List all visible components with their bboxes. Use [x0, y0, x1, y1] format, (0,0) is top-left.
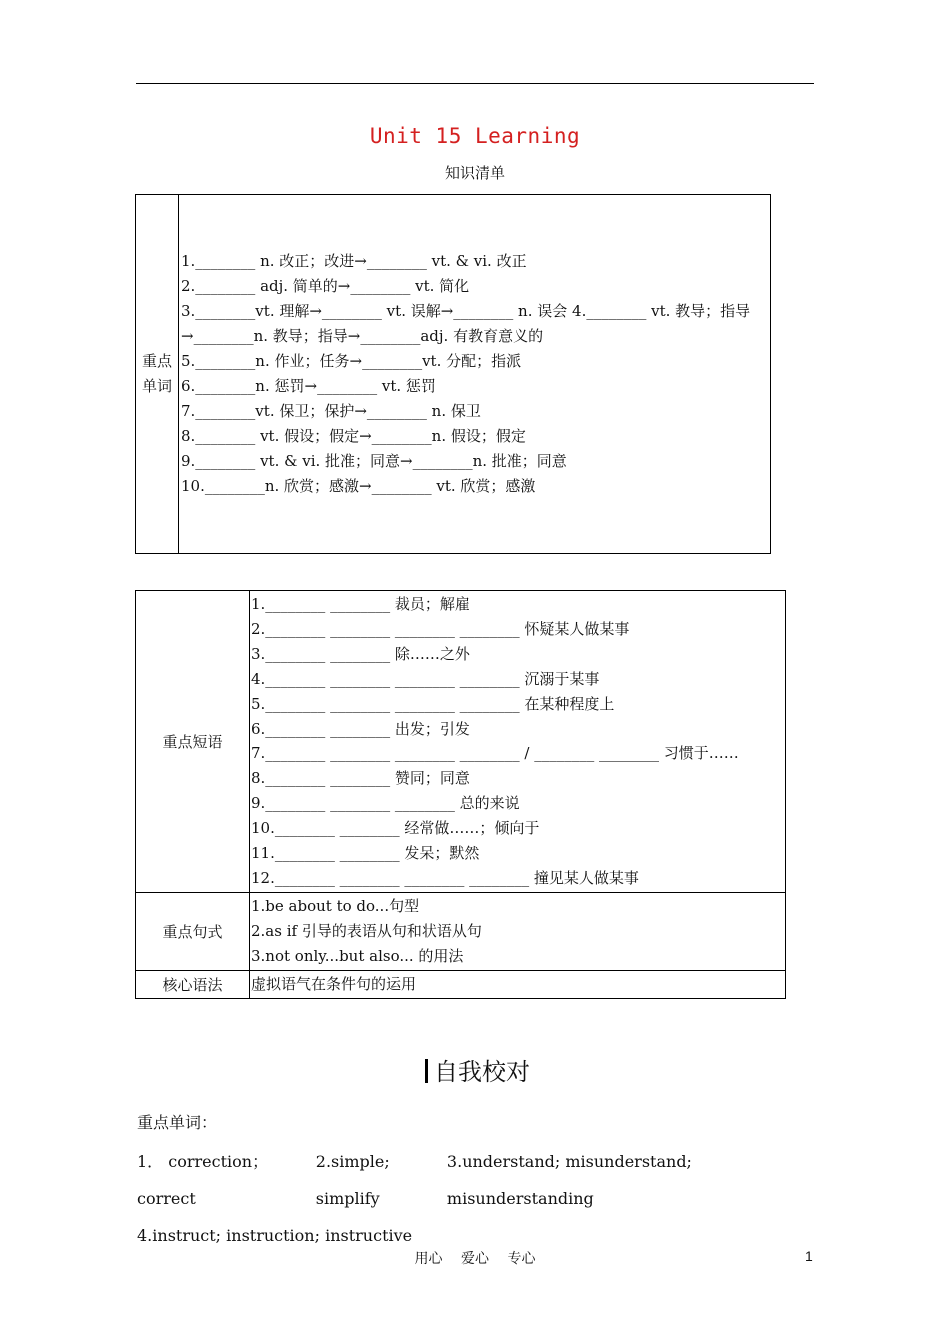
sentence-line: 3.not only...but also... 的用法 [251, 946, 464, 965]
phrases-content [250, 591, 786, 893]
vocab-line: 1.________ n. 改正；改进→________ vt. & vi. 改正 [181, 252, 527, 271]
phrase-line: 3.________ ________ 除……之外 [251, 644, 470, 663]
answers-row [137, 1143, 811, 1217]
phrase-line: 8.________ ________ 赞同；同意 [251, 769, 470, 788]
answer-item: 1． correction； correct [137, 1152, 269, 1208]
phrase-line: 10.________ ________ 经常做……；倾向于 [251, 819, 540, 838]
phrase-line: 1.________ ________ 裁员；解雇 [251, 595, 470, 613]
phrase-line: 7.________ ________ ________ ________ / ________ ________ 习惯于…… [251, 744, 739, 763]
vocab-line: 5.________n. 作业；任务→________vt. 分配；指派 [181, 352, 522, 371]
vocab-category: 重点单词 [136, 195, 179, 554]
vocab-line: 7.________vt. 保卫；保护→________ n. 保卫 [181, 401, 481, 420]
phrase-line: 12.________ ________ ________ ________ 撞见某人做某事 [251, 868, 639, 887]
heading-bar [425, 1059, 428, 1083]
vocab-line: 9.________ vt. & vi. 批准；同意→________n. 批准；同意 [181, 451, 567, 470]
page-subtitle: 知识清单 [444, 164, 505, 182]
sentence-line: 2.as if 引导的表语从句和状语从句 [251, 921, 482, 940]
phrase-line: 2.________ ________ ________ ________ 怀疑某人做某事 [251, 619, 630, 638]
phrase-line: 5.________ ________ ________ ________ 在某种程度上 [251, 694, 615, 713]
grammar-line: 虚拟语气在条件句的运用 [251, 974, 417, 993]
page-number: 1 [805, 1248, 813, 1264]
vocab-line: 10.________n. 欣赏；感激→________ vt. 欣赏；感激 [181, 476, 536, 495]
vocab-table [135, 194, 771, 554]
vocab-content [179, 195, 771, 554]
answer-item: 2.simple; simplify [315, 1152, 390, 1208]
grammar-category: 核心语法 [136, 970, 250, 998]
page-footer: 用心 爱心 专心 [414, 1251, 536, 1267]
phrase-line: 4.________ ________ ________ ________ 沉溺于某事 [251, 669, 600, 688]
vocab-line: 2.________ adj. 简单的→________ vt. 简化 [181, 277, 470, 296]
grammar-content [250, 970, 786, 998]
vocab-line: 8.________ vt. 假设；假定→________n. 假设；假定 [181, 426, 526, 445]
phrase-line: 11.________ ________ 发呆；默然 [251, 844, 480, 863]
answers-block [137, 1143, 811, 1254]
section-heading: 自我校对 [425, 1052, 530, 1087]
phrase-line: 9.________ ________ ________ 总的来说 [251, 794, 520, 813]
answers-row: 4.instruct; instruction; instructive [137, 1226, 413, 1245]
answer-item: 3.understand; misunderstand; misunderstanding [446, 1152, 692, 1208]
vocab-line: 6.________n. 惩罚→________ vt. 惩罚 [181, 377, 436, 395]
sentence-line: 1.be about to do...句型 [251, 896, 420, 915]
header-rule [136, 83, 814, 84]
answers-label: 重点单词： [137, 1113, 218, 1132]
page-title: Unit 15 Learning [369, 124, 581, 148]
vocab-line: 3.________vt. 理解→________ vt. 误解→________ n. 误会 4.________ vt. 教导；指导→________n. 教导；指导→________adj. 有教育意义的 [181, 302, 751, 346]
sentences-content [250, 892, 786, 970]
summary-table [135, 590, 786, 999]
sentences-category: 重点句式 [136, 892, 250, 970]
phrases-category: 重点短语 [136, 591, 250, 893]
phrase-line: 6.________ ________ 出发；引发 [251, 719, 470, 738]
